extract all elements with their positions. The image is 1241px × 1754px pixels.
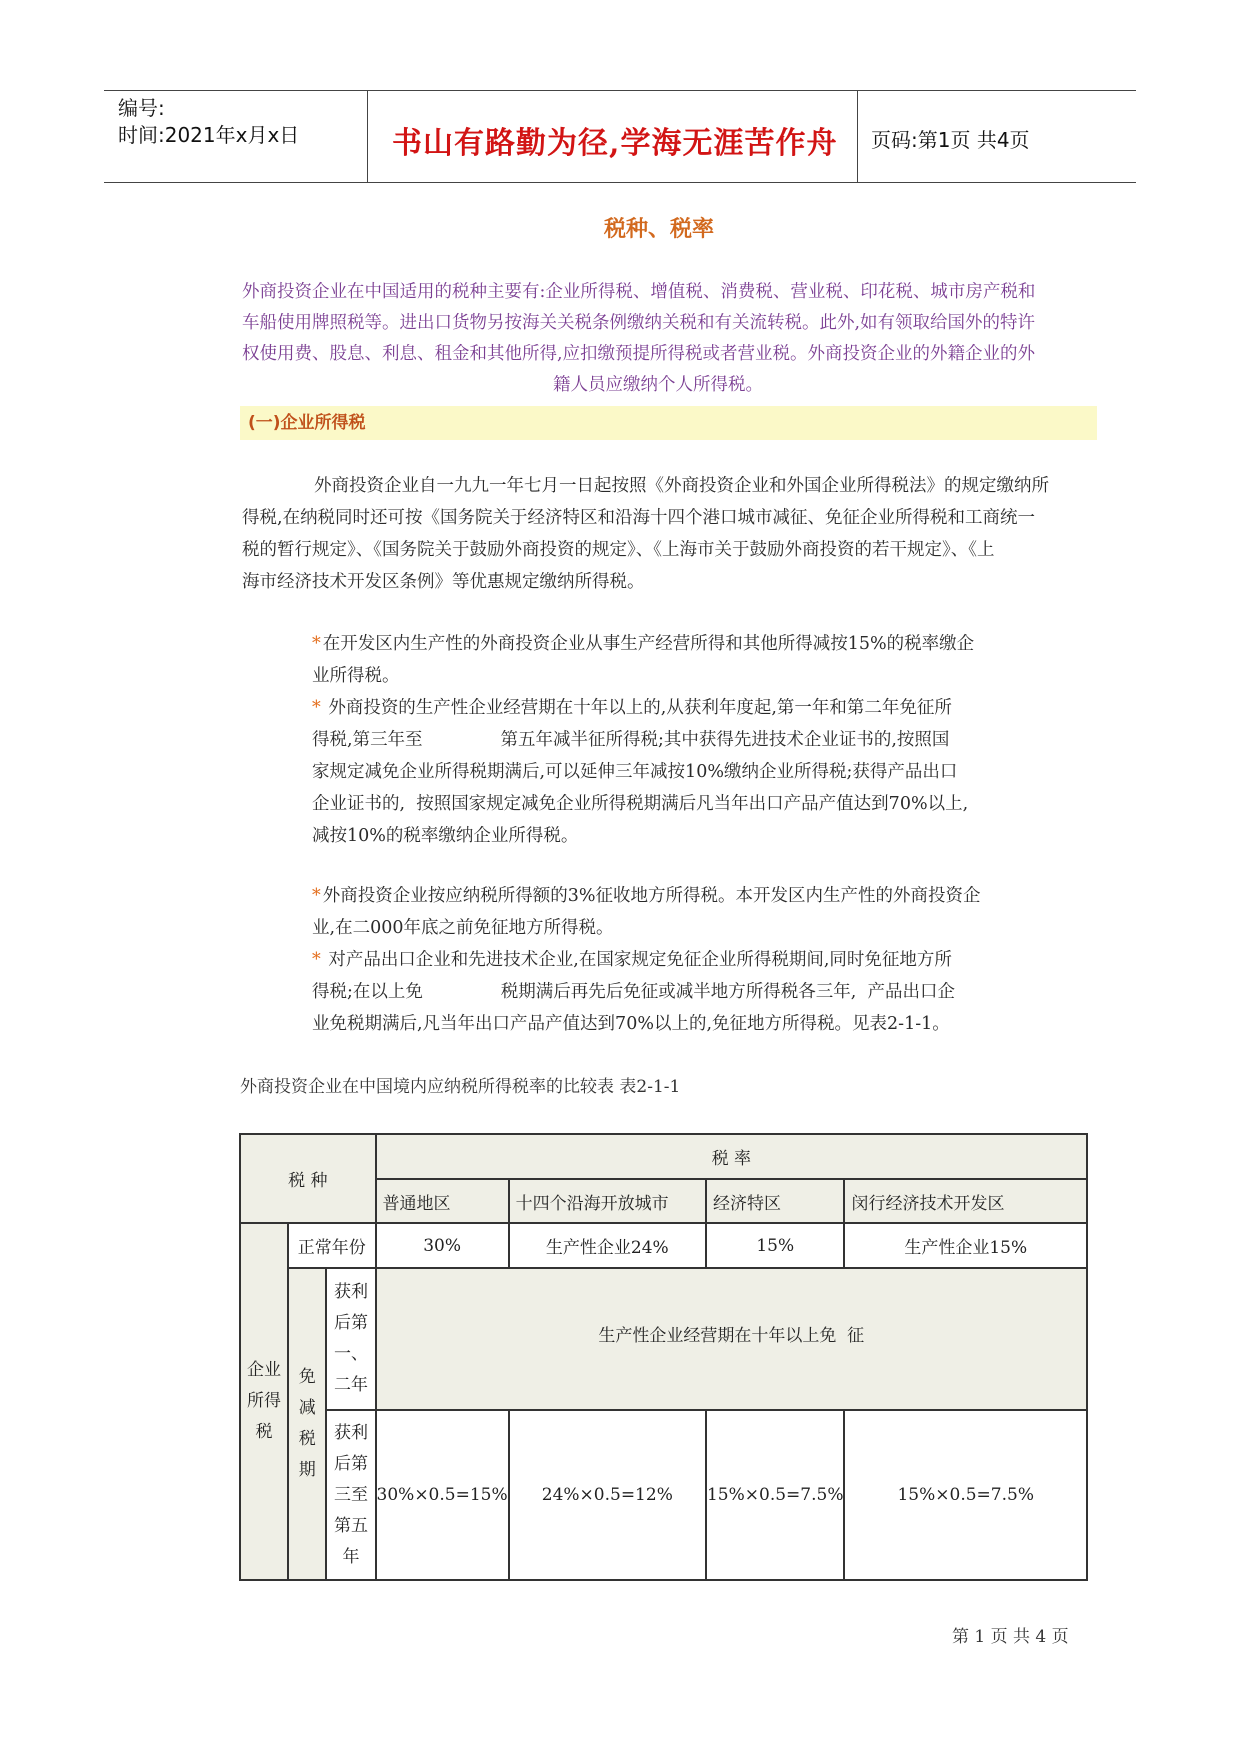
bullet-line: 得税;在以上免 税期满后再先后免征或减半地方所得税各三年, 产品出口企 (312, 982, 955, 1002)
intro-line: 权使用费、股息、利息、租金和其他所得,应扣缴预提所得税或者营业税。外商投资企业的外籍企业的外 (242, 344, 1036, 364)
asterisk-bullet-icon: * (312, 950, 321, 970)
page-footer: 第 1 页 共 4 页 (952, 1627, 1069, 1647)
tax-rate-header: 税 率 (376, 1134, 1087, 1179)
bullet-item (312, 880, 1032, 944)
bullet-line: 业所得税。 (312, 666, 400, 686)
bullet-item (312, 628, 1032, 692)
bullet-line: 业免税期满后,凡当年出口产品产值达到70%以上的,免征地方所得税。见表2-1-1。 (312, 1014, 950, 1034)
paragraph-line: 得税,在纳税同时还可按《国务院关于经济特区和沿海十四个港口城市减征、免征企业所得税和工商统一 (242, 508, 1036, 528)
bullet-group-a (312, 628, 1032, 852)
bullet-item (312, 692, 1032, 852)
header-bottom-rule (104, 182, 1136, 183)
paragraph-line: 税的暂行规定》、《国务院关于鼓励外商投资的规定》、《上海市关于鼓励外商投资的若干规定》、《上 (242, 540, 995, 560)
asterisk-bullet-icon: * (312, 886, 321, 906)
bullet-line: 企业证书的, 按照国家规定减免企业所得税期满后凡当年出口产品产值达到70%以上, (312, 794, 969, 814)
region-header: 十四个沿海开放城市 (509, 1179, 706, 1223)
table-cell: 15% (706, 1223, 845, 1268)
paragraph-line: 外商投资企业自一九九一年七月一日起按照《外商投资企业和外国企业所得税法》的规定缴纳所 (314, 476, 1049, 496)
table-cell: 生产性企业24% (509, 1223, 706, 1268)
header-motto: 书山有路勤为径,学海无涯苦作舟 (392, 126, 838, 161)
paragraph-line: 海市经济技术开发区条例》等优惠规定缴纳所得税。 (242, 572, 645, 592)
table-cell: 24%×0.5=12% (509, 1410, 706, 1580)
intro-line: 籍人员应缴纳个人所得税。 (553, 375, 763, 395)
year-3-5-label: 获利 后第 三至 第五 年 (326, 1410, 375, 1580)
table-cell: 15%×0.5=7.5% (844, 1410, 1087, 1580)
exemption-period-label: 免 减 税 期 (288, 1268, 327, 1580)
bullet-line: 得税,第三年至 第五年减半征所得税;其中获得先进技术企业证书的,按照国 (312, 730, 950, 750)
bullet-line: * 在开发区内生产性的外商投资企业从事生产经营所得和其他所得减按15%的税率缴企 (312, 634, 975, 654)
table-cell: 15%×0.5=7.5% (706, 1410, 845, 1580)
bullet-line: 家规定减免企业所得税期满后,可以延伸三年减按10%缴纳企业所得税;获得产品出口 (312, 762, 958, 782)
header-divider-left (367, 90, 368, 182)
corporate-income-tax-label: 企业 所得 税 (240, 1223, 288, 1580)
region-header: 普通地区 (376, 1179, 509, 1223)
bullet-line: 减按10%的税率缴纳企业所得税。 (312, 826, 579, 846)
header-top-rule (104, 90, 1136, 91)
intro-paragraph (242, 277, 1102, 401)
page-title: 税种、税率 (604, 217, 715, 242)
year-1-2-label: 获利 后第 一、 二年 (326, 1268, 375, 1410)
asterisk-bullet-icon: * (312, 634, 321, 654)
paragraph-income-tax-law (242, 470, 1102, 598)
intro-line: 车船使用牌照税等。进出口货物另按海关关税条例缴纳关税和有关流转税。此外,如有领取给国外的特许 (242, 313, 1036, 333)
header-divider-right (857, 90, 858, 182)
bullet-line: 业,在二000年底之前免征地方所得税。 (312, 918, 614, 938)
header-page-label: 页码:第1页 共4页 (871, 128, 1030, 152)
bullet-line: * 对产品出口企业和先进技术企业,在国家规定免征企业所得税期间,同时免征地方所 (312, 950, 952, 970)
region-header: 闵行经济技术开发区 (844, 1179, 1087, 1223)
bullet-line: * 外商投资企业按应纳税所得额的3%征收地方所得税。本开发区内生产性的外商投资企 (312, 886, 981, 906)
year-1-2-value: 生产性企业经营期在十年以上免 征 (376, 1268, 1087, 1410)
header-time-label: 时间:2021年x月x日 (118, 123, 300, 147)
intro-line: 外商投资企业在中国适用的税种主要有:企业所得税、增值税、消费税、营业税、印花税、城市房产税和 (242, 282, 1036, 302)
normal-year-label: 正常年份 (288, 1223, 376, 1268)
table-cell: 30% (376, 1223, 509, 1268)
tax-type-header: 税 种 (240, 1134, 376, 1223)
bullet-group-b (312, 880, 1032, 1040)
table-cell: 生产性企业15% (844, 1223, 1087, 1268)
tax-rate-comparison-table (239, 1133, 1088, 1581)
bullet-item (312, 944, 1032, 1040)
asterisk-bullet-icon: * (312, 698, 321, 718)
table-cell: 30%×0.5=15% (376, 1410, 509, 1580)
header-number-label: 编号: (118, 96, 165, 120)
bullet-line: * 外商投资的生产性企业经营期在十年以上的,从获利年度起,第一年和第二年免征所 (312, 698, 952, 718)
section-heading-corporate-tax: (一)企业所得税 (240, 406, 1097, 440)
table-caption: 外商投资企业在中国境内应纳税所得税率的比较表 表2-1-1 (240, 1077, 681, 1097)
region-header: 经济特区 (706, 1179, 845, 1223)
